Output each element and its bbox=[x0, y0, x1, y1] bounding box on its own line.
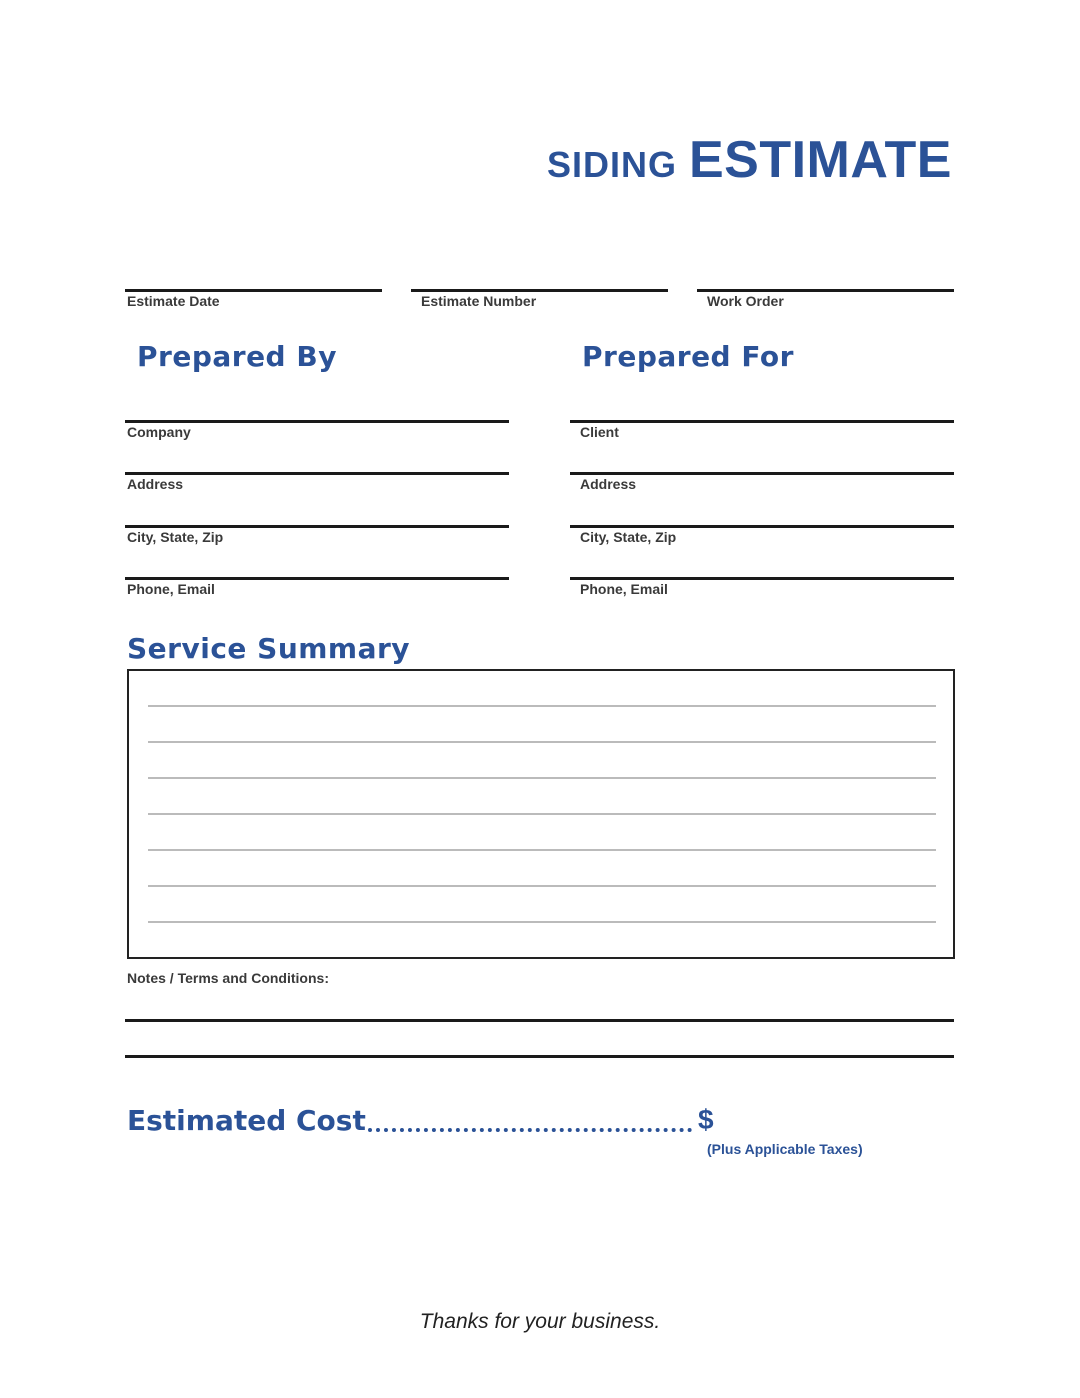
work-order-field[interactable] bbox=[697, 289, 954, 309]
summary-line bbox=[148, 741, 936, 743]
client-field[interactable] bbox=[570, 420, 954, 440]
thanks-message: Thanks for your business. bbox=[419, 1310, 661, 1333]
title-siding: SIDING bbox=[546, 144, 677, 185]
notes-line-1[interactable] bbox=[125, 1019, 954, 1022]
company-label: Company bbox=[127, 424, 191, 440]
summary-line bbox=[148, 921, 936, 923]
prepared-for-address-label: Address bbox=[580, 476, 637, 492]
prepared-for-city-label: City, State, Zip bbox=[580, 529, 677, 545]
estimated-cost-currency[interactable]: $ bbox=[698, 1104, 714, 1135]
company-field[interactable] bbox=[125, 420, 509, 440]
taxes-note: (Plus Applicable Taxes) bbox=[707, 1141, 863, 1157]
summary-line bbox=[148, 849, 936, 851]
notes-label: Notes / Terms and Conditions: bbox=[127, 970, 329, 986]
work-order-label: Work Order bbox=[707, 293, 784, 309]
prepared-for-heading: Prepared For bbox=[582, 340, 794, 373]
client-label: Client bbox=[580, 424, 619, 440]
prepared-by-heading: Prepared By bbox=[137, 340, 337, 373]
prepared-by-address-field[interactable] bbox=[125, 472, 509, 492]
prepared-by-city-label: City, State, Zip bbox=[127, 529, 224, 545]
prepared-by-address-label: Address bbox=[127, 476, 184, 492]
document-title bbox=[546, 131, 952, 189]
estimated-cost-leader-dots bbox=[368, 1128, 692, 1132]
prepared-for-city-field[interactable] bbox=[570, 525, 954, 545]
notes-line-2[interactable] bbox=[125, 1055, 954, 1058]
summary-line bbox=[148, 705, 936, 707]
prepared-for-phone-label: Phone, Email bbox=[580, 581, 668, 597]
summary-line bbox=[148, 777, 936, 779]
estimated-cost-label: Estimated Cost bbox=[127, 1104, 366, 1137]
prepared-for-phone-field[interactable] bbox=[570, 577, 954, 597]
prepared-by-phone-field[interactable] bbox=[125, 577, 509, 597]
title-estimate: ESTIMATE bbox=[688, 131, 952, 189]
estimate-date-field[interactable] bbox=[125, 289, 382, 309]
estimate-date-label: Estimate Date bbox=[127, 293, 220, 309]
prepared-by-phone-label: Phone, Email bbox=[127, 581, 215, 597]
estimate-number-label: Estimate Number bbox=[421, 293, 537, 309]
service-summary-heading: Service Summary bbox=[127, 632, 411, 665]
service-summary-box[interactable] bbox=[127, 669, 955, 959]
summary-line bbox=[148, 813, 936, 815]
prepared-for-address-field[interactable] bbox=[570, 472, 954, 492]
summary-line bbox=[148, 885, 936, 887]
estimate-number-field[interactable] bbox=[411, 289, 668, 309]
prepared-by-city-field[interactable] bbox=[125, 525, 509, 545]
